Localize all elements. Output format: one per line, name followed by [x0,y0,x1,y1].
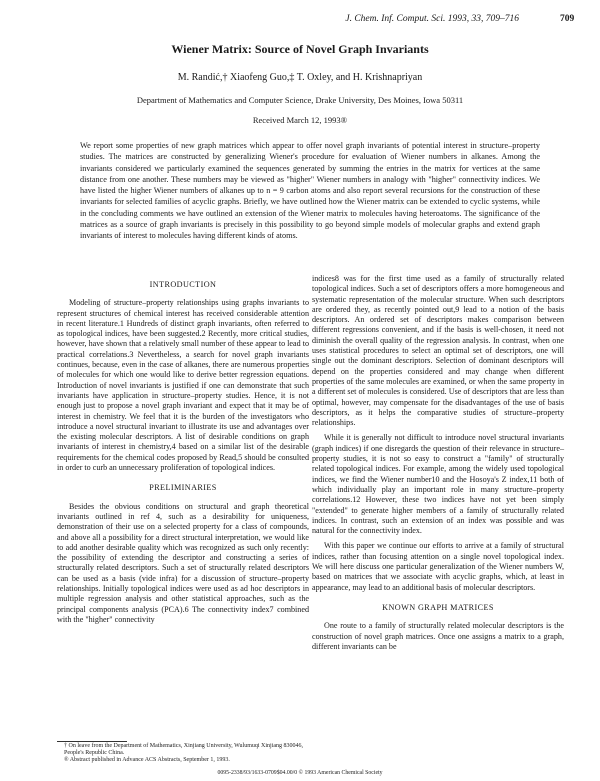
copyright-line: 0095-2338/93/1633-0709$04.00/0 © 1993 American Chemical Society [217,770,383,776]
known-graph-matrices-heading: KNOWN GRAPH MATRICES [382,602,494,612]
body-paragraph: While it is generally not difficult to introduce novel structural invariants (graph indices) if one disregards the question of their relevance in structure–property studies, it is not so easy to construct a "family" of structurally related topological indices. For example, among the widely used topological indices, we find the Wiener number10 and the Hosoya's Z index,11 both of which individually play an important role in many structure–property correlations.12 However, these two indices have not yet been simply "extended" to generate higher members of a family of structurally related indices. In contrast, such an extension of an index was possible and was natural for the connectivity index. [312,433,564,536]
journal-citation: J. Chem. Inf. Comput. Sci. 1993, 33, 709–716 [345,14,519,24]
footnotes [64,743,309,764]
abstract: We report some properties of new graph matrices which appear to offer novel graph invariants of potential interest in structure–property studies. The matrices are constructed by generalizing Wiener's procedure for evaluation of Wiener numbers in alkanes. Among the invariants considered we particularly examined the sequences generated by summing the entries in the matrix for vertices at the same distance from one another. These numbers may be viewed as "higher" Wiener numbers in analogy with "higher" connectivity indices. We have listed the higher Wiener numbers of alkanes up to n = 9 carbon atoms and also report several recursions for the construction of these invariants for selected families of acyclic graphs. Briefly, we have outlined how the Wiener matrix can be extended to cyclic systems, while in the concluding comments we have outlined an extension of the Wiener matrix to molecules having heteroatoms. The significance of the matrices as a source of graph invariants is precisely in this possibility to go beyond simple models of molecular graphs and extend graph invariants of interest to molecules having different kinds of atoms. [80,141,540,241]
body-paragraph: indices8 was for the first time used as a family of structurally related topological indices. Such a set of descriptors offers a more homogeneous and systematic representation of the molecular structure. When such descriptors are ordered they, as recently pointed out,9 lead to a notion of the basis descriptors. An ordered set of descriptors makes comparison between different regressions convenient, and if the basis is well-chosen, it need not diminish the overall quality of the regression analysis. In contrast, when one uses statistical procedures to select an optimal set of descriptors, one will single out the dominant descriptors. Selection of dominant descriptors will depend on the properties considered and may change when different properties of the same molecules are examined, or when the same property in a different set of molecules is considered. Use of descriptors that are less than optimal, however, may compensate for the disadvantages of the use of basis descriptors, as it helps the comparative studies of structure–property relationships. [312,274,564,428]
introduction-paragraph: Modeling of structure–property relationships using graphs invariants to represent structures of chemical interest has received considerable attention in recent literature.1 Hundreds of distinct graph invariants, often referred to as topological indices, have been suggested.2 Recently, more critical studies, however, have shown that a relatively small number of these appear to lead to practical correlations.3 Nevertheless, a search for novel graph invariants continues, because, even in the case of alkanes, there are numerous properties of molecules for which one would like to derive better regression equations. Introduction of novel invariants is justified if one can demonstrate that such invariants have application in structure–property studies. Hence, it is not enough just to propose a novel graph invariant and expect that it may be of interest in chemistry. We feel that it is the burden of the investigators who introduce a novel structural invariant to illustrate its use and advantages over the existing molecular descriptors. A list of desirable conditions on graph invariants of interest in chemistry,4 based on a similar list of the desirable requirements for the chemical codes proposed by Read,5 should be consulted in order to curb an unnecessary proliferation of topological indices. [57,298,309,473]
left-column [57,272,309,630]
paper-title: Wiener Matrix: Source of Novel Graph Invariants [171,42,429,56]
page-number: 709 [560,14,575,24]
introduction-heading: INTRODUCTION [149,280,217,289]
preliminaries-heading: PRELIMINARIES [149,483,217,493]
footnote: † On leave from the Department of Mathematics, Xinjiang University, Wulumuqi Xinjiang 830046, People's Republic China. [64,743,304,756]
footnote-rule [57,741,127,742]
right-column [312,274,564,657]
body-paragraph: One route to a family of structurally related molecular descriptors is the construction of novel graph matrices. Once one assigns a matrix to a graph, different invariants can be [312,621,564,651]
authors: M. Randić,† Xiaofeng Guo,‡ T. Oxley, and H. Krishnapriyan [177,72,423,83]
affiliation: Department of Mathematics and Computer Science, Drake University, Des Moines, Iowa 50311 [136,95,464,105]
preliminaries-paragraph: Besides the obvious conditions on structural and graph theoretical invariants outlined in ref 4, such as a desirability for uniqueness, demonstration of their use on a selected property for a class of compounds, and above all a possibility for a direct structural interpretation, we would like to add another desirable quality which was recognized as such only recently: the possibility of extending the descriptor and constructing a series of structurally related descriptors. Such a set of structurally related descriptors can be used as a basis (vide infra) for a discussion of structure–property relationships. Initially topological indices were used as ad hoc descriptors in multiple regression analysis and other statistical approaches, such as the principal components analysis (PCA).6 The connectivity index7 combined with the "higher" connectivity [57,501,309,624]
received-date: Received March 12, 1993® [252,115,348,125]
footnote: ® Abstract published in Advance ACS Abstracts, September 1, 1993. [64,757,230,763]
body-paragraph: With this paper we continue our efforts to arrive at a family of structural indices, rather than focusing attention on a single novel topological index. We will here discuss one particular generalization of the Wiener numbers W, based on matrices that we associate with acyclic graphs, which, at least in appearance, may lead to an additional basis of molecular descriptors. [312,541,564,592]
